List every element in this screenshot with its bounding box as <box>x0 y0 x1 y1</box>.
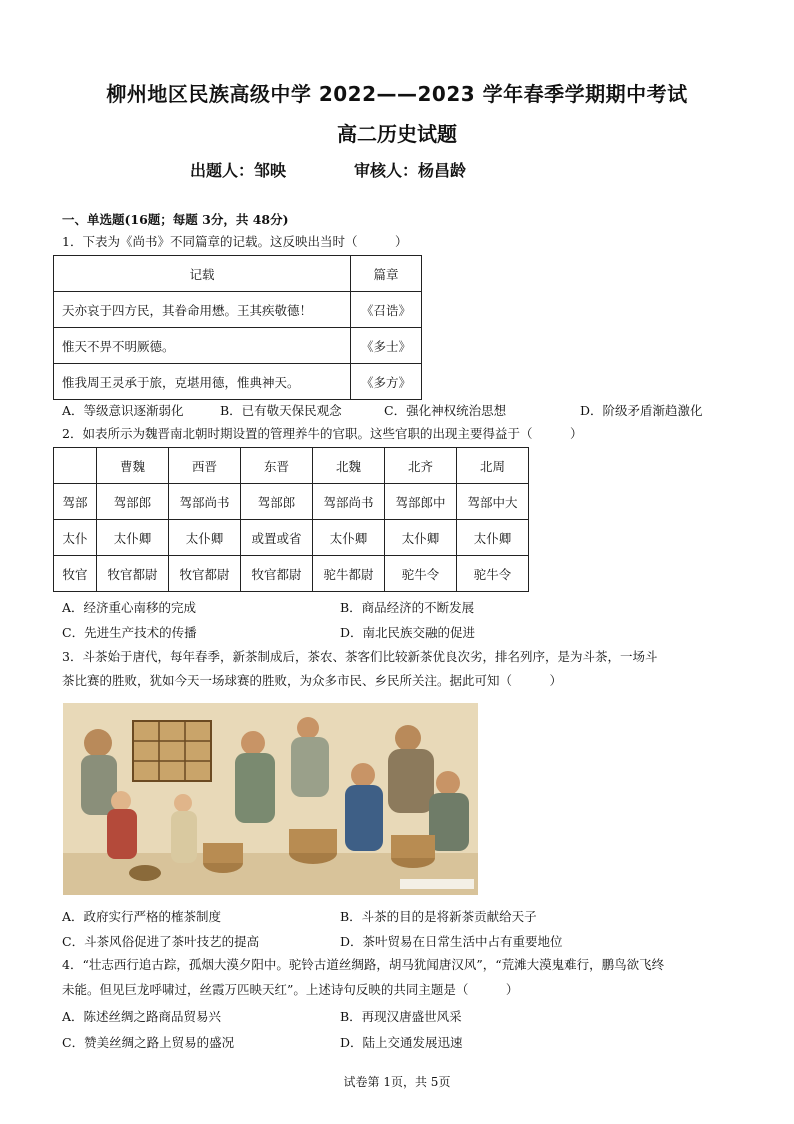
q1-option-c: C．强化神权统治思想 <box>384 403 507 418</box>
page-footer: 试卷第 1页，共 5页 <box>343 1075 451 1089</box>
q1-cell: 《多士》 <box>351 328 422 364</box>
q1-cell: 惟天不畀不明厥德。 <box>54 328 351 364</box>
q3-option-d: D．茶叶贸易在日常生活中占有重要地位 <box>340 934 563 949</box>
exam-title: 柳州地区民族高级中学 2022——2023 学年春季学期期中考试 <box>106 82 688 106</box>
q1-cell: 《多方》 <box>351 364 422 400</box>
q2-cell: 驼牛令 <box>457 556 529 592</box>
q2-cell: 驾部中大 <box>457 484 529 520</box>
q3-option-b: B．斗茶的目的是将新茶贡献给天子 <box>340 909 537 924</box>
q3-option-a: A．政府实行严格的榷茶制度 <box>62 909 222 924</box>
q2-cell: 或置或省 <box>241 520 313 556</box>
q1-cell: 《召诰》 <box>351 292 422 328</box>
q2-header-cell: 北周 <box>457 448 529 484</box>
q2-cell: 太仆卿 <box>457 520 529 556</box>
q2-cell: 太仆卿 <box>385 520 457 556</box>
q2-option-c: C．先进生产技术的传播 <box>62 625 197 640</box>
q2-cell: 驾部郎中 <box>385 484 457 520</box>
q2-header-cell: 北齐 <box>385 448 457 484</box>
q3-option-c: C．斗茶风俗促进了茶叶技艺的提高 <box>62 934 260 949</box>
q2-cell: 太仆卿 <box>169 520 241 556</box>
q3-stem-line2: 茶比赛的胜败，犹如今天一场球赛的胜败，为众多市民、乡民所关注。据此可知（ ） <box>62 673 563 688</box>
q1-cell: 惟我周王灵承于旅，克堪用德，惟典神天。 <box>54 364 351 400</box>
q2-cell: 牧官都尉 <box>97 556 169 592</box>
tea-competition-painting <box>63 703 478 895</box>
q1-header-chapter: 篇章 <box>351 256 422 292</box>
q2-row-label: 驾部 <box>54 484 97 520</box>
q2-cell: 太仆卿 <box>313 520 385 556</box>
q4-stem-line2: 未能。但见巨龙呼啸过，丝霞万匹映天红”。上述诗句反映的共同主题是（ ） <box>62 982 519 997</box>
q2-option-b: B．商品经济的不断发展 <box>340 600 475 615</box>
exam-subtitle: 高二历史试题 <box>337 122 457 146</box>
author-line <box>190 158 466 181</box>
q2-stem: 2．如表所示为魏晋南北朝时期设置的管理养牛的官职。这些官职的出现主要得益于（ ） <box>62 426 583 441</box>
q2-row-label: 太仆 <box>54 520 97 556</box>
q2-cell: 驼牛令 <box>385 556 457 592</box>
q2-cell: 驼牛都尉 <box>313 556 385 592</box>
q2-option-a: A．经济重心南移的完成 <box>62 600 197 615</box>
painting-illustration <box>63 703 478 895</box>
q2-header-cell: 北魏 <box>313 448 385 484</box>
q2-cell: 牧官都尉 <box>169 556 241 592</box>
q2-cell: 牧官都尉 <box>241 556 313 592</box>
q2-header-cell: 西晋 <box>169 448 241 484</box>
q2-cell: 驾部郎 <box>97 484 169 520</box>
q2-cell: 驾部尚书 <box>313 484 385 520</box>
q1-table <box>53 255 422 400</box>
q2-cell: 驾部尚书 <box>169 484 241 520</box>
q2-header-cell: 曹魏 <box>97 448 169 484</box>
q2-option-d: D．南北民族交融的促进 <box>340 625 476 640</box>
q4-option-b: B．再现汉唐盛世风采 <box>340 1009 462 1024</box>
q1-option-a: A．等级意识逐渐弱化 <box>62 403 184 418</box>
q2-cell: 驾部郎 <box>241 484 313 520</box>
q4-option-c: C．赞美丝绸之路上贸易的盛况 <box>62 1035 235 1050</box>
q3-stem-line1: 3．斗茶始于唐代，每年春季，新茶制成后，茶农、茶客们比较新茶优良次劣，排名列序，是为斗茶，一场斗 <box>62 649 658 664</box>
section-heading: 一、单选题(16题；每题 3分，共 48分) <box>62 212 289 227</box>
q2-header-cell <box>54 448 97 484</box>
q2-table <box>53 447 529 592</box>
q1-cell: 天亦哀于四方民，其眷命用懋。王其疾敬德！ <box>54 292 351 328</box>
q4-option-a: A．陈述丝绸之路商品贸易兴 <box>62 1009 222 1024</box>
q1-option-d: D．阶级矛盾渐趋激化 <box>580 403 703 418</box>
q2-row-label: 牧官 <box>54 556 97 592</box>
q1-option-b: B．已有敬天保民观念 <box>220 403 342 418</box>
question-setter: 出题人：邹映 <box>190 161 287 180</box>
q2-header-cell: 东晋 <box>241 448 313 484</box>
reviewer: 审核人：杨昌龄 <box>354 161 467 180</box>
q1-header-record: 记载 <box>54 256 351 292</box>
q2-cell: 太仆卿 <box>97 520 169 556</box>
q4-stem-line1: 4．“壮志西行追古踪，孤烟大漠夕阳中。驼铃古道丝绸路，胡马犹闻唐汉风”，“荒滩大漠鬼难行，鹏鸟欲飞终 <box>62 957 665 972</box>
q1-stem: 1．下表为《尚书》不同篇章的记载。这反映出当时（ ） <box>62 234 408 249</box>
q4-option-d: D．陆上交通发展迅速 <box>340 1035 463 1050</box>
